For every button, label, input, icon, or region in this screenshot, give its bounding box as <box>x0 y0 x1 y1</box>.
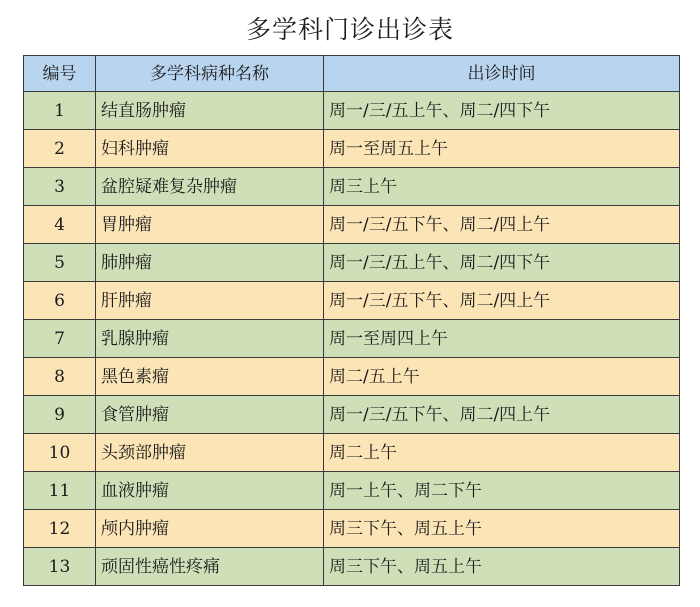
row-number: 8 <box>24 358 96 396</box>
table-row <box>24 320 680 358</box>
row-disease-name: 妇科肿瘤 <box>96 130 324 168</box>
row-number: 1 <box>24 92 96 130</box>
table-row <box>24 92 680 130</box>
clinic-schedule-table <box>23 55 680 586</box>
row-number: 6 <box>24 282 96 320</box>
row-disease-name: 血液肿瘤 <box>96 472 324 510</box>
row-disease-name: 黑色素瘤 <box>96 358 324 396</box>
row-disease-name: 肺肿瘤 <box>96 244 324 282</box>
row-number: 5 <box>24 244 96 282</box>
row-number: 13 <box>24 548 96 586</box>
row-disease-name: 头颈部肿瘤 <box>96 434 324 472</box>
row-clinic-time: 周一/三/五下午、周二/四上午 <box>324 282 680 320</box>
table-row <box>24 206 680 244</box>
row-clinic-time: 周二上午 <box>324 434 680 472</box>
row-disease-name: 食管肿瘤 <box>96 396 324 434</box>
row-clinic-time: 周一/三/五上午、周二/四下午 <box>324 244 680 282</box>
page-title: 多学科门诊出诊表 <box>245 15 454 44</box>
row-clinic-time: 周三上午 <box>324 168 680 206</box>
row-clinic-time: 周二/五上午 <box>324 358 680 396</box>
row-disease-name: 盆腔疑难复杂肿瘤 <box>96 168 324 206</box>
row-number: 10 <box>24 434 96 472</box>
row-clinic-time: 周一上午、周二下午 <box>324 472 680 510</box>
row-disease-name: 乳腺肿瘤 <box>96 320 324 358</box>
header-disease-name: 多学科病种名称 <box>96 56 324 92</box>
table-row <box>24 244 680 282</box>
row-number: 11 <box>24 472 96 510</box>
row-disease-name: 颅内肿瘤 <box>96 510 324 548</box>
row-clinic-time: 周一至周四上午 <box>324 320 680 358</box>
row-number: 2 <box>24 130 96 168</box>
row-number: 12 <box>24 510 96 548</box>
row-disease-name: 胃肿瘤 <box>96 206 324 244</box>
table-row <box>24 396 680 434</box>
table-row <box>24 358 680 396</box>
table-row <box>24 510 680 548</box>
table-row <box>24 168 680 206</box>
row-clinic-time: 周一/三/五下午、周二/四上午 <box>324 206 680 244</box>
table-row <box>24 548 680 586</box>
row-number: 4 <box>24 206 96 244</box>
row-number: 3 <box>24 168 96 206</box>
table-row <box>24 472 680 510</box>
table-body <box>24 92 680 586</box>
table-row <box>24 434 680 472</box>
row-clinic-time: 周一/三/五下午、周二/四上午 <box>324 396 680 434</box>
header-row <box>24 56 680 92</box>
table-row <box>24 130 680 168</box>
row-number: 9 <box>24 396 96 434</box>
row-disease-name: 顽固性癌性疼痛 <box>96 548 324 586</box>
row-number: 7 <box>24 320 96 358</box>
row-clinic-time: 周三下午、周五上午 <box>324 510 680 548</box>
row-clinic-time: 周三下午、周五上午 <box>324 548 680 586</box>
row-disease-name: 结直肠肿瘤 <box>96 92 324 130</box>
table-row <box>24 282 680 320</box>
header-clinic-time: 出诊时间 <box>324 56 680 92</box>
row-disease-name: 肝肿瘤 <box>96 282 324 320</box>
header-number: 编号 <box>24 56 96 92</box>
table-header <box>24 56 680 92</box>
row-clinic-time: 周一至周五上午 <box>324 130 680 168</box>
row-clinic-time: 周一/三/五上午、周二/四下午 <box>324 92 680 130</box>
